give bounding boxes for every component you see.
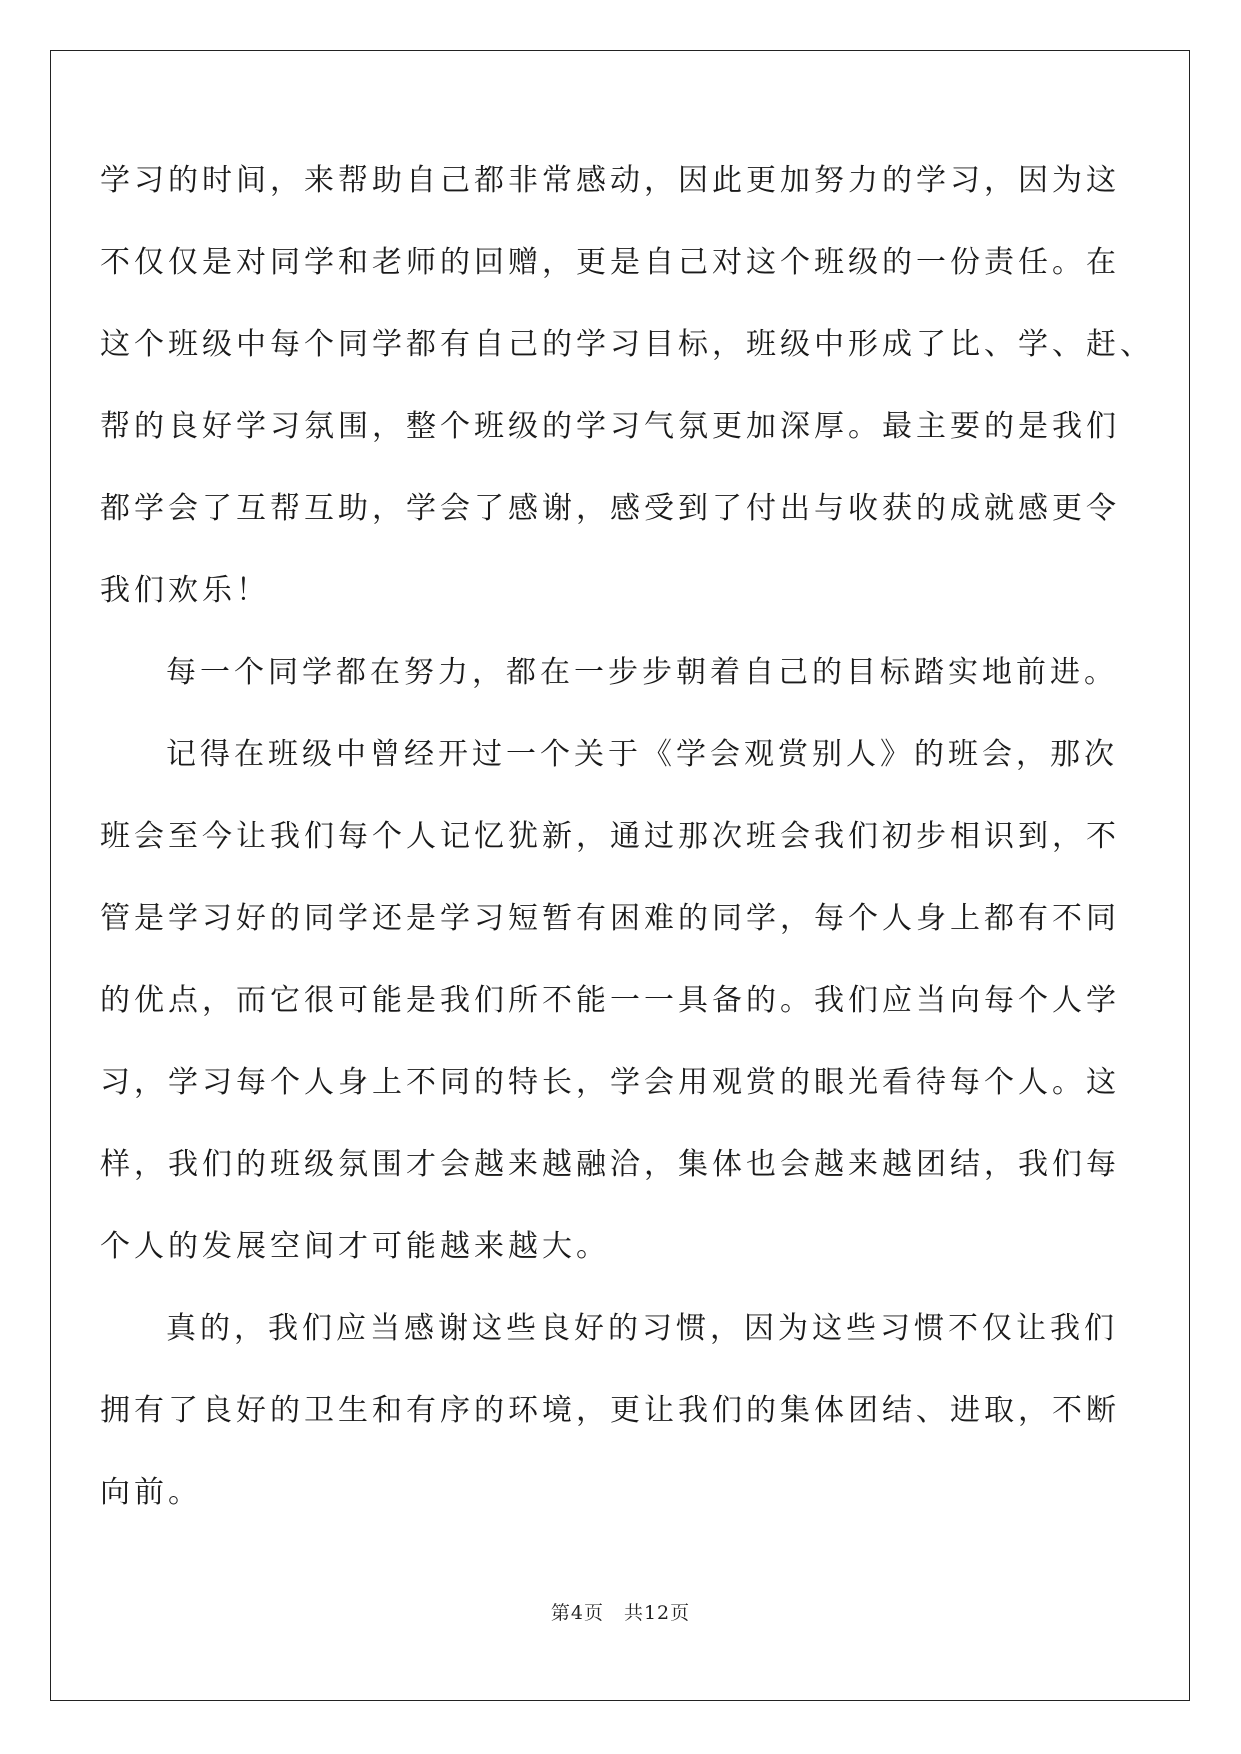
text-line: 都学会了互帮互助，学会了感谢，感受到了付出与收获的成就感更令 — [100, 491, 1120, 526]
text-line: 这个班级中每个同学都有自己的学习目标，班级中形成了比、学、赶、 — [100, 327, 1154, 362]
text-line: 帮的良好学习氛围，整个班级的学习气氛更加深厚。最主要的是我们 — [100, 409, 1120, 444]
page-number-footer: 第4页 共12页 — [550, 1602, 691, 1624]
paragraph-start-line: 真的，我们应当感谢这些良好的习惯，因为这些习惯不仅让我们 — [166, 1311, 1118, 1346]
text-line: 的优点，而它很可能是我们所不能一一具备的。我们应当向每个人学 — [100, 983, 1120, 1018]
text-line: 学习的时间，来帮助自己都非常感动，因此更加努力的学习，因为这 — [100, 163, 1120, 198]
text-line: 个人的发展空间才可能越来越大。 — [100, 1229, 610, 1264]
text-line: 拥有了良好的卫生和有序的环境，更让我们的集体团结、进取，不断 — [100, 1393, 1120, 1428]
text-line: 我们欢乐！ — [100, 573, 270, 608]
text-line: 管是学习好的同学还是学习短暂有困难的同学，每个人身上都有不同 — [100, 901, 1120, 936]
document-body — [100, 140, 1154, 1534]
paragraph-start-line: 记得在班级中曾经开过一个关于《学会观赏别人》的班会，那次 — [166, 737, 1118, 772]
text-line: 习，学习每个人身上不同的特长，学会用观赏的眼光看待每个人。这 — [100, 1065, 1120, 1100]
text-line: 向前。 — [100, 1475, 202, 1510]
text-line: 样，我们的班级氛围才会越来越融洽，集体也会越来越团结，我们每 — [100, 1147, 1120, 1182]
paragraph-start-line: 每一个同学都在努力，都在一步步朝着自己的目标踏实地前进。 — [166, 655, 1118, 690]
text-line: 不仅仅是对同学和老师的回赠，更是自己对这个班级的一份责任。在 — [100, 245, 1120, 280]
text-line: 班会至今让我们每个人记忆犹新，通过那次班会我们初步相识到，不 — [100, 819, 1120, 854]
